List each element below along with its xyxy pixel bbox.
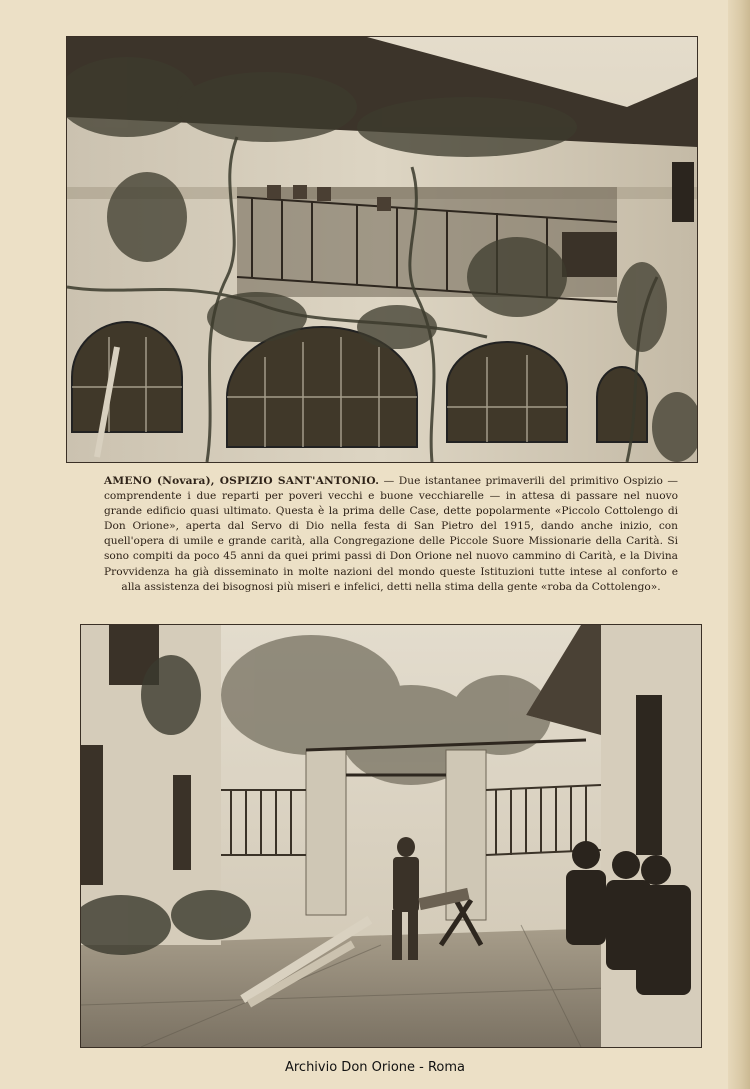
caption-body: — Due istantanee primaverili del primitivo Ospizio — comprendente i due reparti per poveri vecchi e buone vecchiarelle — in attesa di passare nel nuovo grande edificio quasi ultimato. Questa è la prima delle Case, dette popolarmente «Piccolo Cottolengo di Don Orione», aperta dal Servo di Dio nella festa di San Pietro del 1915, dando anche inizio, con quell'opera di umile e grande carità, alla Congregazione delle Piccole Suore Missionarie della Carità. Si sono compiti da poco 45 anni da quei primi passi di Don Orione nel nuovo cammino di Carità, e la Divina Provvidenza ha già disseminato in molte nazioni del mondo queste Istituzioni tutte intese al conforto e alla assistenza dei bisognosi più miseri e infelici, detti nella stima della gente «roba da Cottolengo». [104,475,679,593]
photo-courtyard [80,624,702,1048]
archive-credit: Archivio Don Orione - Roma [284,1060,466,1075]
page-edge [728,0,750,1089]
photo-building-facade [66,36,698,463]
caption-lead: AMENO (Novara), OSPIZIO SANT'ANTONIO. [104,475,380,487]
photo-caption [104,474,678,595]
